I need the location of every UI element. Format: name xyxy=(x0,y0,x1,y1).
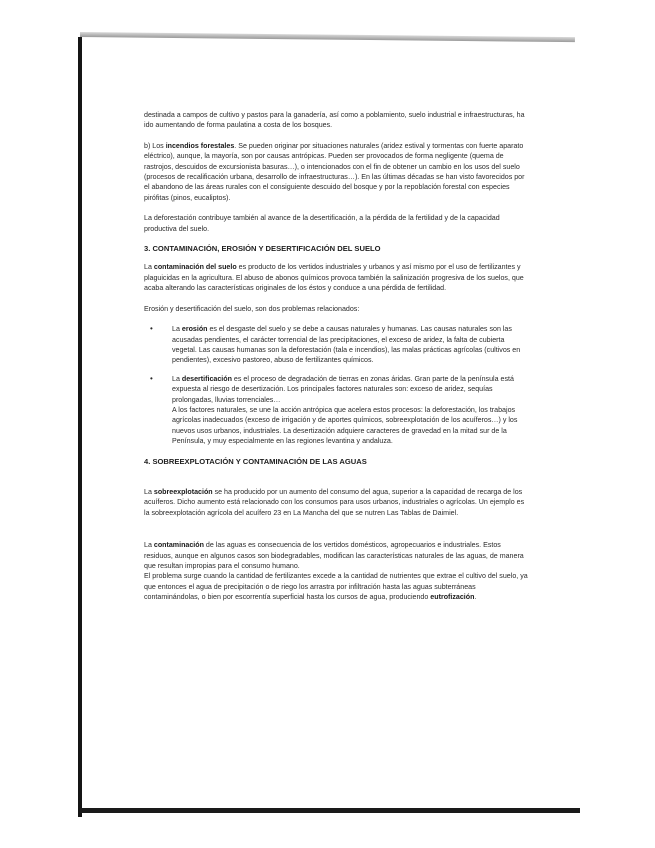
contaminacion-suelo-bold-term: contaminación del suelo xyxy=(153,263,237,272)
sobreexplotacion-paragraph xyxy=(144,487,530,518)
bullet-icon: • xyxy=(150,373,153,383)
document-body xyxy=(144,110,530,613)
page-bottom-edge xyxy=(80,808,580,813)
erosion-intro-paragraph: Erosión y desertificación del suelo, son dos problemas relacionados: xyxy=(144,304,360,313)
eutrofizacion-paragraph xyxy=(144,571,530,602)
eutrofizacion-bold-term: eutrofización xyxy=(430,593,475,602)
desertificacion-prefix: La xyxy=(172,374,182,383)
contaminacion-suelo-prefix: La xyxy=(144,263,154,272)
section-3-heading: 3. CONTAMINACIÓN, EROSIÓN Y DESERTIFICACIÓN DEL SUELO xyxy=(144,244,381,254)
erosion-text: es el desgaste del suelo y se debe a causas naturales y humanas. Las causas naturales son las acusadas pendientes, el carácter torrencial de las precipitaciones, el exceso de aridez, la falta de cubierta vegetal. Las causas humanas son la deforestación (tala e incendios), las malas prácticas agrícolas (cultivos en pendientes), excesivo pastoreo, abuso de fertilizantes químicos. xyxy=(172,325,521,365)
eutrofizacion-end: . xyxy=(474,593,477,602)
erosion-desertificacion-list xyxy=(144,324,530,446)
contaminacion-aguas-prefix: La xyxy=(144,541,154,550)
desertificacion-text: es el proceso de degradación de tierras en zonas áridas. Gran parte de la península está expuesta al riesgo de desertización. Los principales factores naturales son: exceso de aridez, sequías prolongadas, lluvias torrenciales… xyxy=(172,374,514,404)
spacer xyxy=(144,475,530,487)
contaminacion-aguas-bold-term: contaminación xyxy=(153,541,204,550)
contaminacion-aguas-paragraph xyxy=(144,540,530,571)
incendios-paragraph xyxy=(144,141,530,203)
erosion-bold-term: erosión xyxy=(181,325,208,334)
sobreexplotacion-text: se ha producido por un aumento del consumo del agua, superior a la capacidad de recarga de los acuíferos. Dicho aumento está relacionado con los consumos para usos urbanos, industriales o agrícolas. Un ejemplo es la sobreexplotación agrícola del acuífero 23 en La Mancha del que se nutren Las Tablas de Daimiel. xyxy=(144,487,525,517)
bullet-icon: • xyxy=(150,324,153,334)
spacer xyxy=(144,528,530,540)
deforestacion-paragraph: La deforestación contribuye también al avance de la desertificación, a la pérdida de la fertilidad y de la capacidad productiva del suelo. xyxy=(144,214,500,233)
contaminacion-aguas-text: de las aguas es consecuencia de los vertidos domésticos, agropecuarios e industriales. Estos residuos, aunque en algunos casos son biodegradables, modifican las características naturales de las aguas, de manera que resultan impropias para el consumo humano. xyxy=(144,541,524,570)
page-left-edge xyxy=(78,37,82,817)
section-4-heading: 4. SOBREEXPLOTACIÓN Y CONTAMINACIÓN DE LAS AGUAS xyxy=(144,456,367,466)
sobreexplotacion-bold-term: sobreexplotación xyxy=(153,487,213,496)
contaminacion-suelo-text: es producto de los vertidos industriales y urbanos y así mismo por el uso de fertilizantes y plaguicidas en la agricultura. El abuso de abonos químicos provoca también la salinización progresiva de los suelos, que acaba alterando las características originales de los éstos y conduce a una pérdida de fertilidad. xyxy=(144,263,524,293)
page-top-edge xyxy=(80,32,575,42)
desertificacion-extra-text: A los factores naturales, se une la acción antrópica que acelera estos procesos: la deforestación, los trabajos agrícolas inadecuados (exceso de irrigación y de aportes químicos, sobreexplotación de los acuíferos…) y los nuevos usos urbanos, industriales. La desertización adquiere caracteres de gravedad en la mitad sur de la Península, y muy especialmente en las regiones levantina y andaluza. xyxy=(172,405,518,446)
list-item-desertificacion xyxy=(144,374,530,447)
incendios-prefix: b) Los xyxy=(144,141,166,150)
list-item-erosion xyxy=(144,324,530,366)
contaminacion-suelo-paragraph xyxy=(144,262,530,293)
eutrofizacion-text: El problema surge cuando la cantidad de fertilizantes excede a la cantidad de nutrientes que extrae el cultivo del suelo, ya que entonces el agua de precipitación o de riego los arrastra por infiltración hasta las aguas subterráneas contaminándolas, o bien por escorrentía superficial hasta los cursos de agua, produciendo xyxy=(144,572,528,602)
sobreexplotacion-prefix: La xyxy=(144,487,154,496)
incendios-text: . Se pueden originar por situaciones naturales (aridez estival y tormentas con fuerte aparato eléctrico), aunque, la mayoría, son por causas antrópicas. Pueden ser provocados de forma negligente (quema de rastrojos, descuidos de excursionista basuras…), o intencionados con el fin de obtener un cambio en los usos del suelo (procesos de recalificación urbana, desarrollo de infraestructuras…). En las últimas décadas se han visto favorecidos por el abandono de las áreas rurales con el consiguiente descuido del bosque y por la repoblación forestal con especies pirófitas (pinos, eucaliptos). xyxy=(144,141,525,202)
incendios-bold-term: incendios forestales xyxy=(165,141,235,150)
erosion-prefix: La xyxy=(172,325,182,334)
intro-paragraph: destinada a campos de cultivo y pastos para la ganadería, así como a poblamiento, suelo industrial e infraestructuras, ha ido aumentando de forma paulatina a costa de los bosques. xyxy=(144,111,525,130)
desertificacion-bold-term: desertificación xyxy=(181,374,232,383)
